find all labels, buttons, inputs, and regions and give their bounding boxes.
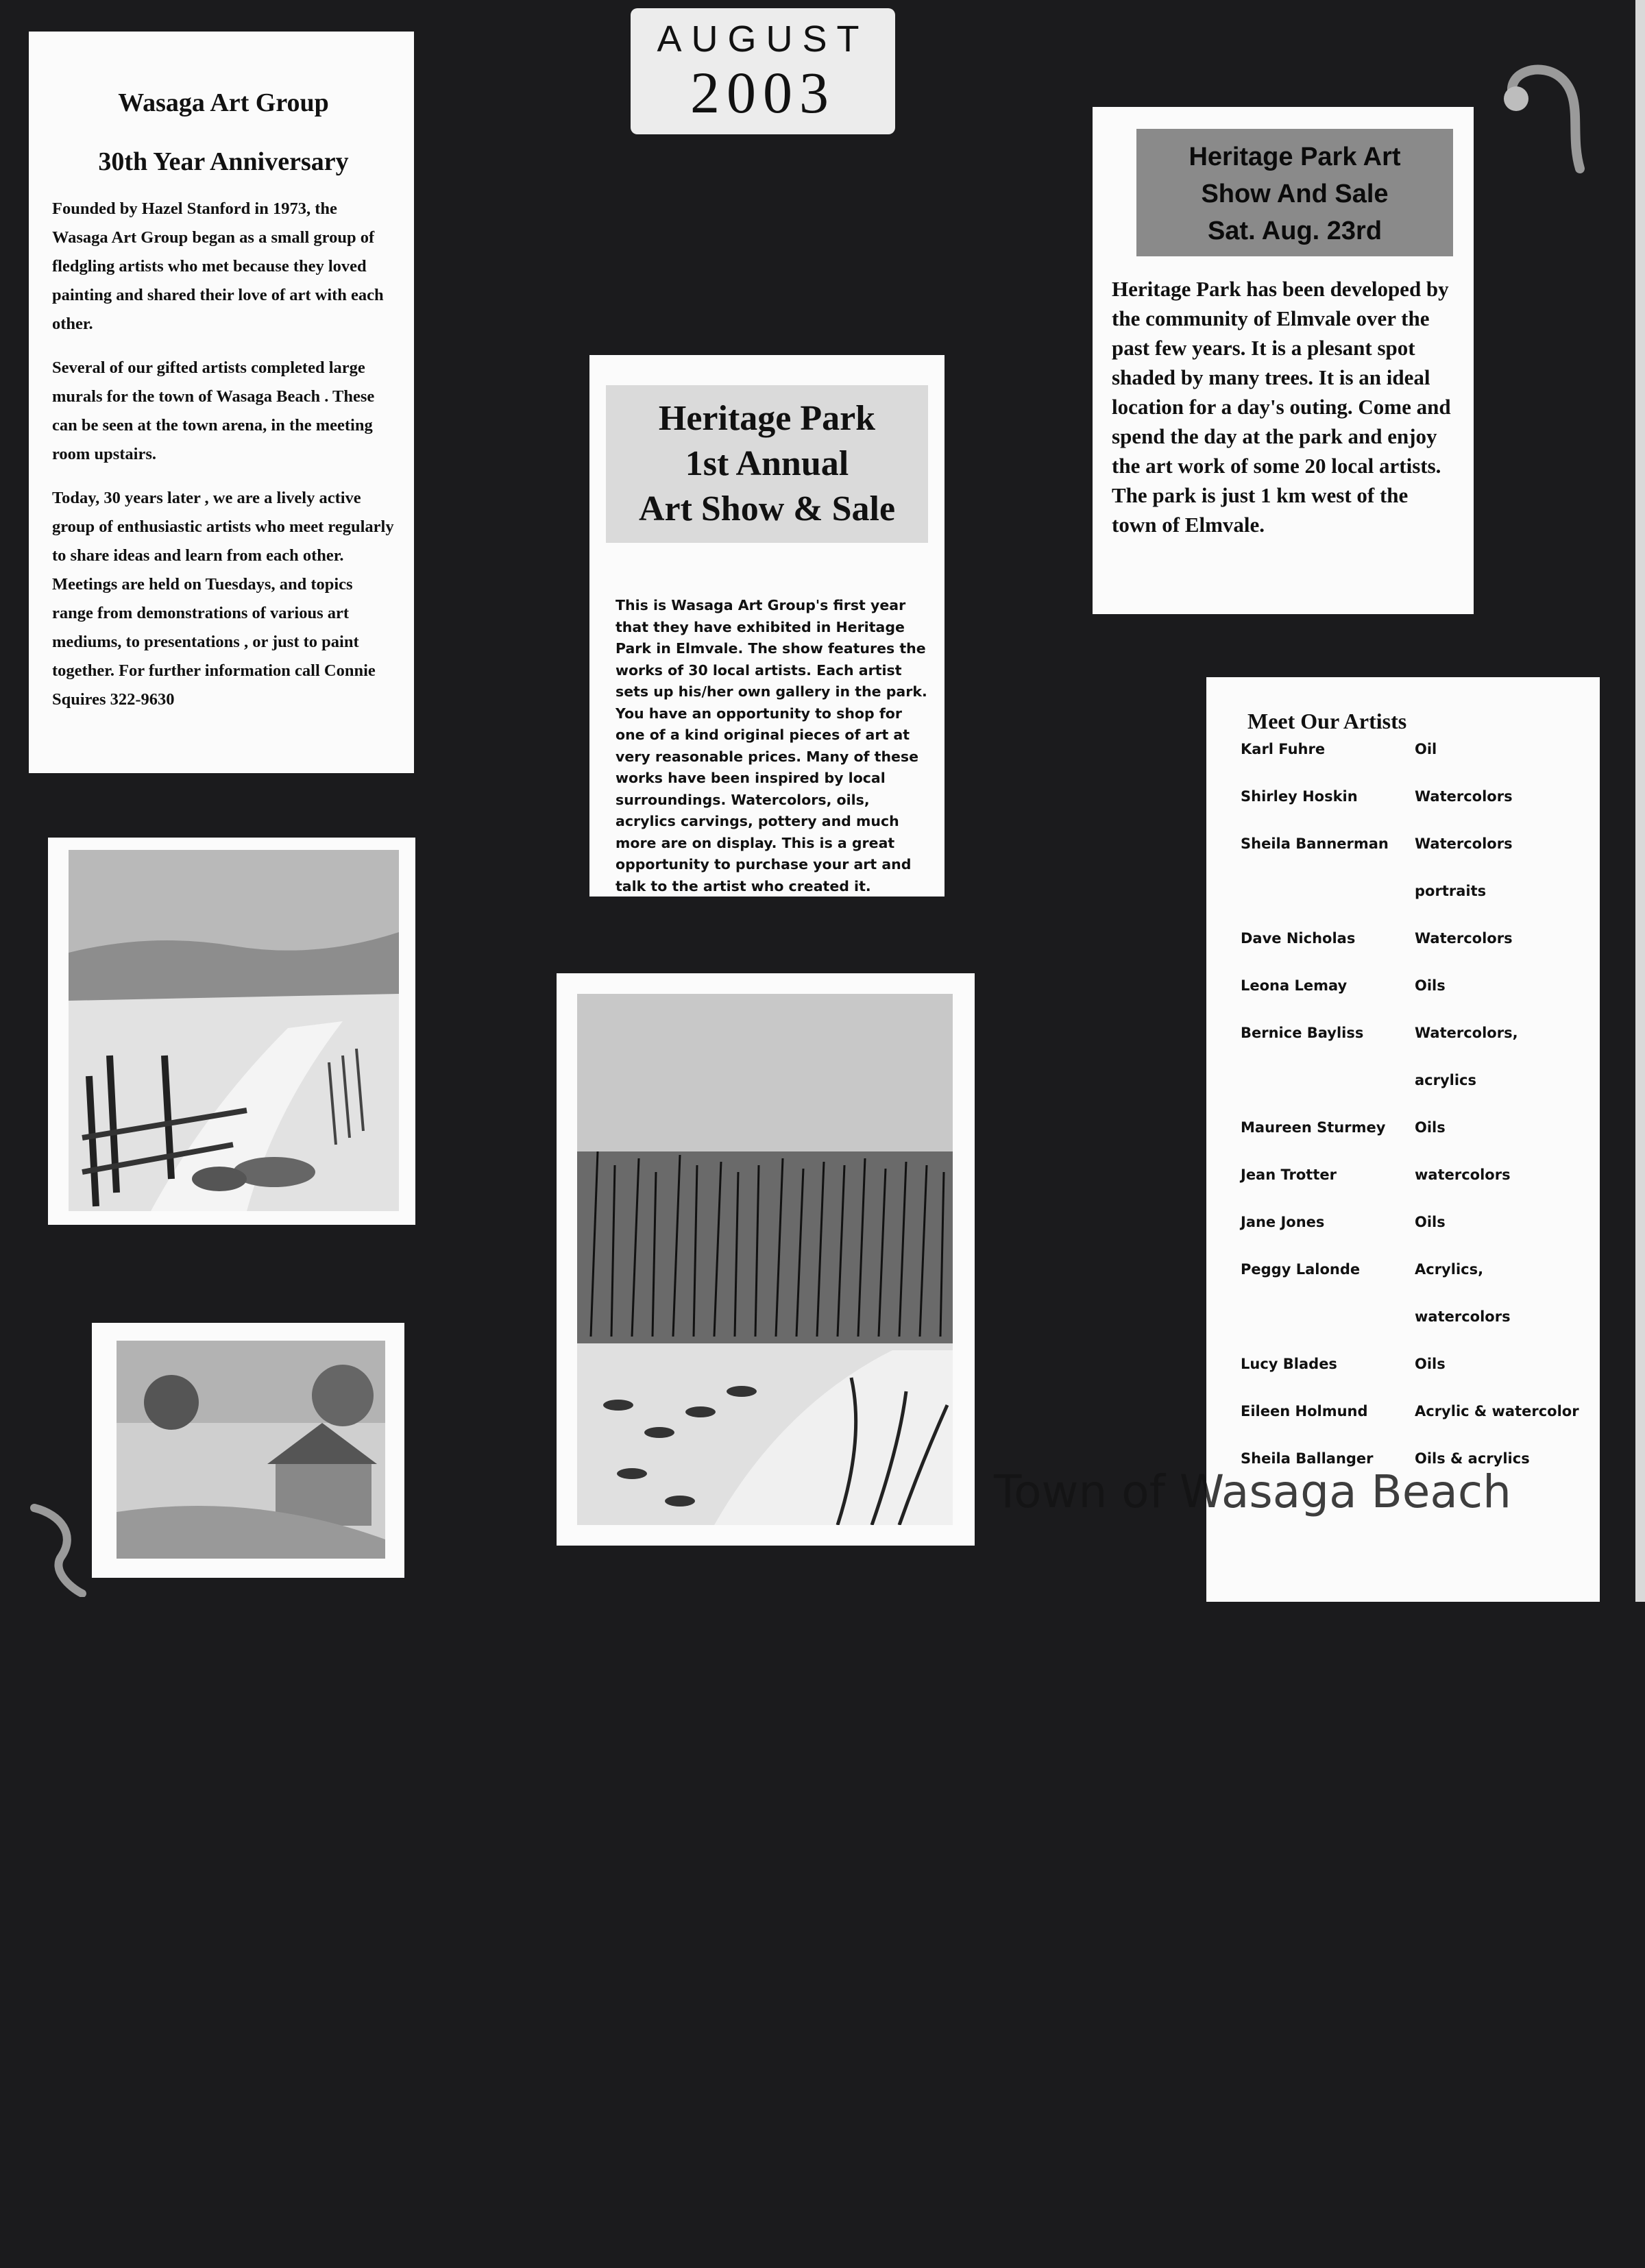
artist-name: Maureen Sturmey (1241, 1119, 1386, 1136)
artist-row (1206, 1165, 1600, 1212)
artist-medium: Acrylic & watercolor (1415, 1403, 1579, 1419)
heritage-park-article (1093, 107, 1474, 614)
artist-row (1206, 1118, 1600, 1165)
artist-medium: watercolors (1415, 1308, 1511, 1325)
artist-row (1206, 1023, 1600, 1071)
artist-row (1206, 1307, 1600, 1354)
swirl-ornament-icon (1487, 59, 1590, 182)
art-show-headline (606, 385, 928, 543)
heritage-park-headline (1136, 129, 1453, 256)
artist-name: Leona Lemay (1241, 977, 1348, 994)
headline-line: Sat. Aug. 23rd (1207, 217, 1382, 245)
month-text: AUGUST (657, 19, 869, 60)
artist-name: Jean Trotter (1241, 1167, 1337, 1183)
year-text: 2003 (690, 60, 836, 125)
artist-medium: Oils (1415, 1214, 1446, 1230)
art-show-article (589, 355, 945, 897)
artist-medium: Watercolors (1415, 930, 1513, 947)
article-paragraph: Several of our gifted artists completed large murals for the town of Wasaga Beach . These can be seen at the town arena, in the meeting room upstairs. (52, 358, 375, 463)
page-edge (1635, 0, 1645, 1602)
artist-medium: watercolors (1415, 1167, 1511, 1183)
artist-medium: Oils (1415, 977, 1446, 994)
article-subtitle: 30th Year Anniversary (98, 147, 349, 176)
artist-medium: Acrylics, (1415, 1261, 1484, 1278)
article-paragraph: Founded by Hazel Stanford in 1973, the Wasaga Art Group began as a small group of fledgling artists who met because they loved painting and shared their love of art with each other. (52, 199, 384, 333)
artist-name: Eileen Holmund (1241, 1403, 1368, 1419)
artist-name: Lucy Blades (1241, 1356, 1337, 1372)
artist-row (1206, 1402, 1600, 1449)
artists-title: Meet Our Artists (1247, 709, 1407, 733)
artist-name: Dave Nicholas (1241, 930, 1356, 947)
artist-medium: Watercolors, (1415, 1025, 1518, 1041)
artist-medium: Oils (1415, 1119, 1446, 1136)
marsh-reeds-picture (557, 973, 975, 1546)
artist-name: Shirley Hoskin (1241, 788, 1358, 805)
headline-line: Heritage Park Art (1189, 143, 1401, 171)
month-label (631, 8, 895, 134)
artist-row (1206, 976, 1600, 1023)
artist-medium: portraits (1415, 883, 1487, 899)
heritage-park-body: Heritage Park has been developed by the community of Elmvale over the past few years. It is a plesant spot shaded by many trees. It is an ideal location for a day's outing. Come and spend the day at the park and enjoy the art work of some 20 local artists. The park is just 1 km west of the town of Elmvale. (1112, 277, 1451, 537)
headline-line: Heritage Park (658, 399, 876, 438)
article-paragraph: Today, 30 years later , we are a lively active group of enthusiastic artists who meet regularly to share ideas and learn from each other. Meetings are held on Tuesdays, and topics range from demonstrations of various art mediums, to presentations , or just to paint together. For further information call Connie Squires 322-9630 (52, 489, 394, 709)
artist-medium: Oils (1415, 1356, 1446, 1372)
artist-name: Sheila Ballanger (1241, 1450, 1374, 1467)
anniversary-article (29, 32, 414, 773)
headline-line: 1st Annual (685, 444, 849, 483)
article-title: Wasaga Art Group (118, 88, 329, 117)
artist-row (1206, 1212, 1600, 1260)
headline-line: Show And Sale (1201, 180, 1389, 208)
artist-row (1206, 881, 1600, 929)
artist-name: Peggy Lalonde (1241, 1261, 1361, 1278)
artist-name: Bernice Bayliss (1241, 1025, 1364, 1041)
artist-row (1206, 1260, 1600, 1307)
country-house-picture (92, 1323, 404, 1578)
artist-name: Jane Jones (1241, 1214, 1325, 1230)
art-show-body: This is Wasaga Art Group's first year that they have exhibited in Heritage Park in Elmvale. The show features the works of 30 local artists. Each artist sets up his/her own gallery in the park. You have an opportunity to shop for one of a kind original pieces of art at very reasonable prices. Many of these works have been inspired by local surroundings. Watercolors, oils, acrylics carvings, pottery and much more are on display. This is a great opportunity to purchase your art and talk to the artist who created it. (616, 597, 927, 894)
artist-row (1206, 929, 1600, 976)
artist-medium: Oils & acrylics (1415, 1450, 1530, 1467)
artist-medium: Watercolors (1415, 788, 1513, 805)
artist-row (1206, 1354, 1600, 1402)
artists-list-panel (1206, 677, 1600, 1602)
artist-medium: Oil (1415, 741, 1437, 757)
winter-landscape-picture (48, 838, 415, 1225)
artist-row (1206, 834, 1600, 881)
artist-name: Sheila Bannerman (1241, 836, 1389, 852)
artist-row (1206, 787, 1600, 834)
artist-row (1206, 1071, 1600, 1118)
artist-medium: Watercolors (1415, 836, 1513, 852)
swirl-ornament-icon (21, 1501, 96, 1597)
artist-medium: acrylics (1415, 1072, 1477, 1088)
artist-row (1206, 740, 1600, 787)
watermark-text: Town of Wasaga Beach (994, 1465, 1511, 1518)
artist-name: Karl Fuhre (1241, 741, 1326, 757)
artists-list (1206, 740, 1600, 1496)
headline-line: Art Show & Sale (638, 489, 896, 528)
